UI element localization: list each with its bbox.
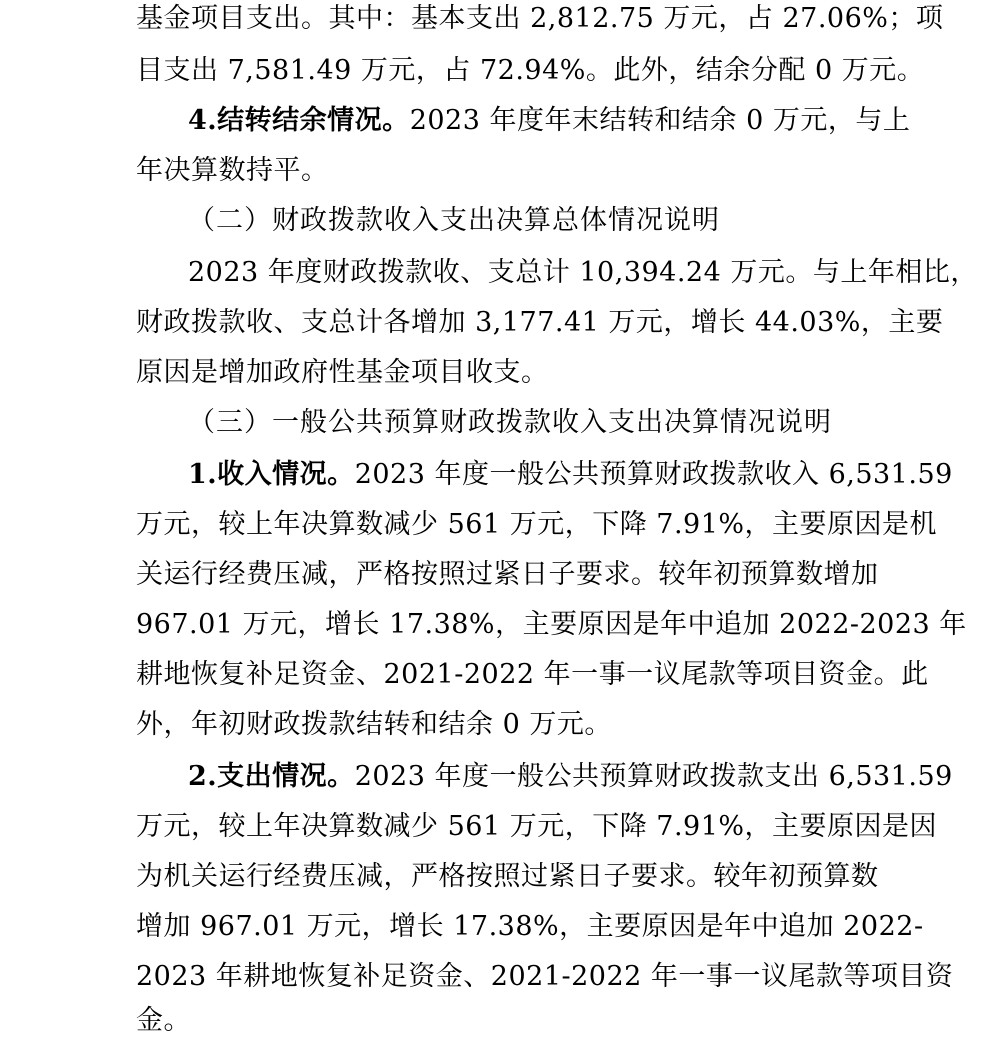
body-text-line	[136, 960, 1000, 994]
paragraph-first-line	[188, 760, 1000, 794]
line-text: 967.01 万元，增长 17.38%，主要原因是年中追加 2022-2023 年	[136, 609, 967, 640]
section-lead-bold: 1.收入情况。	[188, 459, 355, 490]
section-lead-bold: 4.结转结余情况。	[188, 105, 410, 136]
body-text-line	[136, 2, 1000, 36]
line-text: 外，年初财政拨款结转和结余 0 万元。	[136, 709, 612, 740]
body-text-line	[136, 508, 1000, 542]
heading-text: （二）财政拨款收入支出决算总体情况说明	[188, 205, 720, 236]
line-text: 财政拨款收、支总计各增加 3,177.41 万元，增长 44.03%，主要	[136, 307, 944, 338]
body-text-line	[136, 306, 1000, 340]
body-text-line	[136, 154, 1000, 188]
line-text: 耕地恢复补足资金、2021-2022 年一事一议尾款等项目资金。此	[136, 659, 929, 690]
section-heading	[188, 406, 1000, 440]
line-text: 目支出 7,581.49 万元，占 72.94%。此外，结余分配 0 万元。	[136, 55, 925, 86]
line-text: 2023 年度财政拨款收、支总计 10,394.24 万元。与上年相比，	[188, 257, 978, 288]
line-text: 金。	[136, 1005, 191, 1036]
line-text: 为机关运行经费压减，严格按照过紧日子要求。较年初预算数	[136, 861, 879, 892]
line-text: 万元，较上年决算数减少 561 万元，下降 7.91%，主要原因是因	[136, 811, 938, 842]
line-text: 2023 年度一般公共预算财政拨款收入 6,531.59	[354, 459, 953, 490]
body-text-line	[136, 1004, 1000, 1038]
paragraph-first-line	[188, 104, 1000, 138]
paragraph-first-line	[188, 458, 1000, 492]
line-text: 2023 年耕地恢复补足资金、2021-2022 年一事一议尾款等项目资	[136, 961, 954, 992]
body-text-line	[136, 356, 1000, 390]
line-text: 万元，较上年决算数减少 561 万元，下降 7.91%，主要原因是机	[136, 509, 938, 540]
body-text-line	[136, 54, 1000, 88]
line-text: 2023 年度年末结转和结余 0 万元，与上	[409, 105, 911, 136]
body-text-line	[136, 810, 1000, 844]
line-text: 原因是增加政府性基金项目收支。	[136, 357, 549, 388]
body-text-line	[136, 558, 1000, 592]
line-text: 年决算数持平。	[136, 155, 329, 186]
section-lead-bold: 2.支出情况。	[188, 761, 355, 792]
body-text-line	[136, 708, 1000, 742]
body-text-line	[136, 658, 1000, 692]
line-text: 关运行经费压减，严格按照过紧日子要求。较年初预算数增加	[136, 559, 879, 590]
line-text: 基金项目支出。其中：基本支出 2,812.75 万元，占 27.06%；项	[136, 3, 944, 34]
body-text-line	[136, 608, 1000, 642]
line-text: 2023 年度一般公共预算财政拨款支出 6,531.59	[354, 761, 953, 792]
line-text: 增加 967.01 万元，增长 17.38%，主要原因是年中追加 2022-	[136, 911, 924, 942]
heading-text: （三）一般公共预算财政拨款收入支出决算情况说明	[188, 407, 832, 438]
paragraph-first-line	[188, 256, 1000, 290]
section-heading	[188, 204, 1000, 238]
body-text-line	[136, 910, 1000, 944]
body-text-line	[136, 860, 1000, 894]
